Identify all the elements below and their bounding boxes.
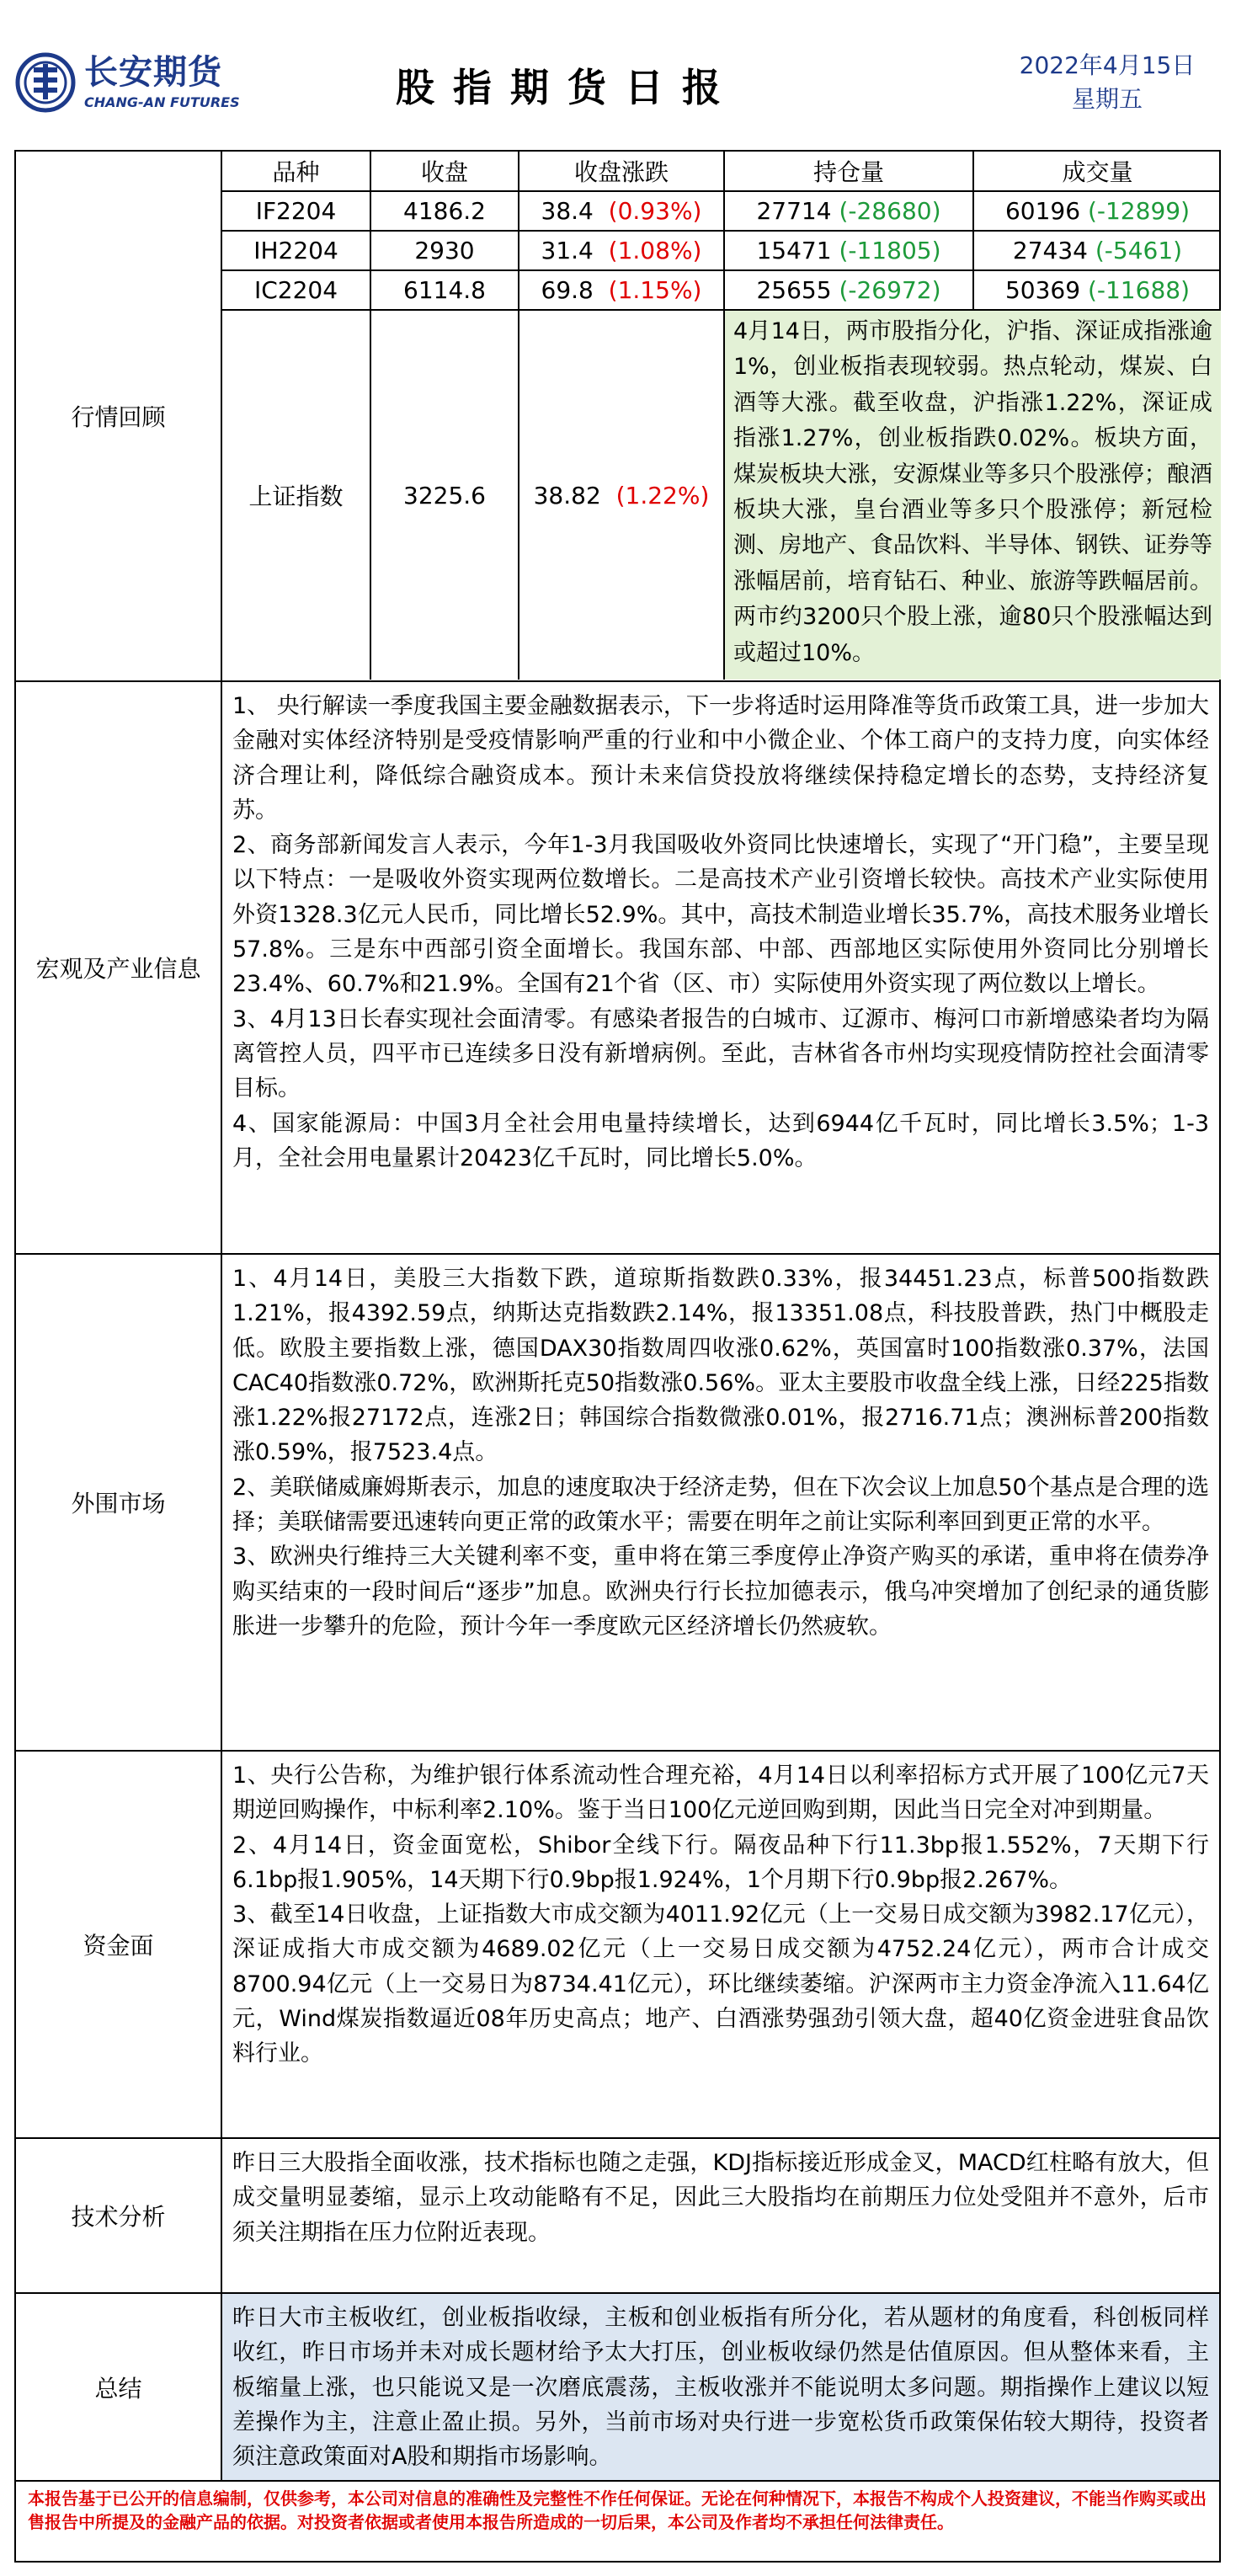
market-table-header xyxy=(222,152,1221,191)
col-header-variety: 品种 xyxy=(222,152,370,191)
index-change-value: 38.82 xyxy=(533,481,601,509)
overseas-market-section xyxy=(16,1255,1219,1752)
close-price: 2930 xyxy=(370,231,519,270)
logo-chinese-name: 长安期货 xyxy=(84,53,222,92)
funds-paragraph: 3、截至14日收盘，上证指数大市成交额为4011.92亿元（上一交易日成交额为3982.17亿元），深证成指大市成交额为4689.02亿元（上一交易日成交额为4752.24亿元），两市合计成交8700.94亿元（上一交易日为8734.41亿元），环比继续萎缩。沪深两市主力资金净流入11.64亿元，Wind煤炭指数逼近08年历史高点；地产、白酒涨势强劲引领大盘，超40亿资金进驻食品饮料行业。 xyxy=(232,1901,1209,2067)
market-summary: 4月14日，两市股指分化，沪指、深证成指涨逾1%，创业板指表现较弱。热点轮动，煤炭、白酒等大涨。截至收盘，沪指涨1.22%，深证成指涨1.27%，创业板指跌0.02%。板块方面，煤炭板块大涨，安源煤业等多只个股涨停；酿酒板块大涨，皇台酒业等多只个股涨停；新冠检测、房地产、食品饮料、半导体、钢铁、证券等涨幅居前，培育钻石、种业、旅游等跌幅居前。两市约3200只个股上涨，逾80只个股涨幅达到或超过10%。 xyxy=(724,310,1221,680)
technical-analysis-content xyxy=(222,2139,1219,2292)
report-date: 2022年4月15日 xyxy=(1019,51,1196,79)
macro-section xyxy=(16,682,1219,1255)
report-body xyxy=(14,150,1221,2563)
change-pct: (0.93%) xyxy=(608,197,702,225)
volume-value: 60196 xyxy=(1004,197,1081,225)
change-value: 69.8 xyxy=(541,276,594,304)
macro-paragraph: 2、商务部新闻发言人表示，今年1-3月我国吸收外资同比快速增长，实现了“开门稳”，主要呈现以下特点：一是吸收外资实现两位数增长。二是高技术产业引资增长较快。高技术产业实际使用外资1328.3亿元人民币，同比增长52.9%。其中，高技术制造业增长35.7%，高技术服务业增长57.8%。三是东中西部引资全面增长。我国东部、中部、西部地区实际使用外资同比分别增长23.4%、60.7%和21.9%。全国有21个省（区、市）实际使用外资实现了两位数以上增长。 xyxy=(232,832,1209,998)
table-row xyxy=(222,191,1221,231)
conclusion-section xyxy=(16,2294,1219,2482)
index-name: 上证指数 xyxy=(222,310,370,680)
oi-value: 15471 xyxy=(756,237,832,264)
table-row xyxy=(222,231,1221,270)
open-interest xyxy=(724,231,973,270)
close-change xyxy=(519,270,724,310)
market-review-section xyxy=(16,152,1219,682)
oi-value: 27714 xyxy=(756,197,832,225)
change-value: 38.4 xyxy=(541,197,594,225)
volume-value: 50369 xyxy=(1004,276,1081,304)
volume-change: (-11688) xyxy=(1087,276,1190,304)
open-interest xyxy=(724,191,973,231)
report-weekday: 星期五 xyxy=(1071,85,1143,113)
index-change xyxy=(519,310,724,680)
report-header xyxy=(0,0,1236,150)
funds-paragraph: 1、央行公告称，为维护银行体系流动性合理充裕，4月14日以利率招标方式开展了100亿元7天期逆回购操作，中标利率2.10%。鉴于当日100亿元逆回购到期，因此当日完全对冲到期量。 xyxy=(232,1763,1209,1824)
index-change-pct: (1.22%) xyxy=(615,481,710,509)
market-table xyxy=(222,152,1221,680)
technical-analysis-label: 技术分析 xyxy=(16,2139,222,2292)
overseas-market-content xyxy=(222,1255,1219,1750)
funds-paragraph: 2、4月14日，资金面宽松，Shibor全线下行。隔夜品种下行11.3bp报1.552%，7天期下行6.1bp报1.905%，14天期下行0.9bp报1.924%，1个月期下行0.9bp报2.267%。 xyxy=(232,1832,1209,1893)
col-header-change: 收盘涨跌 xyxy=(519,152,724,191)
close-change xyxy=(519,191,724,231)
macro-paragraph: 4、国家能源局：中国3月全社会用电量持续增长，达到6944亿千瓦时，同比增长3.5%；1-3月，全社会用电量累计20423亿千瓦时，同比增长5.0%。 xyxy=(232,1110,1209,1171)
report-date-block xyxy=(1002,49,1212,116)
logo-english-name: CHANG-AN FUTURES xyxy=(84,94,240,110)
contract-name: IC2204 xyxy=(222,270,370,310)
report-title: 股指期货日报 xyxy=(396,65,739,110)
disclaimer: 本报告基于已公开的信息编制，仅供参考，本公司对信息的准确性及完整性不作任何保证。无论在何种情况下，本报告不构成个人投资建议，不能当作购买或出售报告中所提及的金融产品的依据。对投资者依据或者使用本报告所造成的一切后果，本公司及作者均不承担任何法律责任。 xyxy=(28,2488,1207,2532)
volume xyxy=(973,231,1221,270)
overseas-market-label: 外围市场 xyxy=(16,1255,222,1750)
overseas-paragraph: 3、欧洲央行维持三大关键利率不变，重申将在第三季度停止净资产购买的承诺，重申将在债券净购买结束的一段时间后“逐步”加息。欧洲央行行长拉加德表示，俄乌冲突增加了创纪录的通货膨胀进一步攀升的危险，预计今年一季度欧元区经济增长仍然疲软。 xyxy=(232,1544,1209,1640)
volume-change: (-5461) xyxy=(1095,237,1183,264)
table-row xyxy=(222,270,1221,310)
macro-label: 宏观及产业信息 xyxy=(16,682,222,1253)
funds-label: 资金面 xyxy=(16,1752,222,2137)
volume xyxy=(973,270,1221,310)
contract-name: IH2204 xyxy=(222,231,370,270)
technical-analysis-section xyxy=(16,2139,1219,2294)
open-interest xyxy=(724,270,973,310)
index-row xyxy=(222,310,1221,680)
col-header-open-interest: 持仓量 xyxy=(724,152,973,191)
change-pct: (1.08%) xyxy=(608,237,702,264)
col-header-close: 收盘 xyxy=(370,152,519,191)
conclusion-label: 总结 xyxy=(16,2294,222,2480)
close-change xyxy=(519,231,724,270)
overseas-paragraph: 2、美联储威廉姆斯表示，加息的速度取决于经济走势，但在下次会议上加息50个基点是合理的选择；美联储需要迅速转向更正常的政策水平；需要在明年之前让实际利率回到更正常的水平。 xyxy=(232,1474,1209,1536)
market-review-label: 行情回顾 xyxy=(16,152,222,680)
funds-section xyxy=(16,1752,1219,2139)
close-price: 4186.2 xyxy=(370,191,519,231)
macro-paragraph: 3、4月13日长春实现社会面清零。有感染者报告的白城市、辽源市、梅河口市新增感染者均为隔离管控人员，四平市已连续多日没有新增病例。至此，吉林省各市州均实现疫情防控社会面清零目标。 xyxy=(232,1005,1209,1102)
volume-value: 27434 xyxy=(1012,237,1088,264)
conclusion-text: 昨日大市主板收红，创业板指收绿，主板和创业板指有所分化，若从题材的角度看，科创板同样收红，昨日市场并未对成长题材给予太大打压，创业板收绿仍然是估值原因。但从整体来看，主板缩量上涨，也只能说又是一次磨底震荡，主板收涨并不能说明太多问题。期指操作上建议以短差操作为主，注意止盈止损。另外，当前市场对央行进一步宽松货币政策保佑较大期待，投资者须注意政策面对A股和期指市场影响。 xyxy=(232,2305,1209,2471)
funds-content xyxy=(222,1752,1219,2137)
close-price: 6114.8 xyxy=(370,270,519,310)
oi-change: (-11805) xyxy=(839,237,941,264)
company-logo xyxy=(15,40,240,133)
contract-name: IF2204 xyxy=(222,191,370,231)
technical-analysis-text: 昨日三大股指全面收涨，技术指标也随之走强，KDJ指标接近形成金叉，MACD红柱略有放大，但成交量明显萎缩，显示上攻动能略有不足，因此三大股指均在前期压力位处受阻并不意外，后市须关注期指在压力位附近表现。 xyxy=(232,2150,1209,2246)
oi-change: (-28680) xyxy=(839,197,941,225)
macro-paragraph: 1、 央行解读一季度我国主要金融数据表示，下一步将适时运用降准等货币政策工具，进一步加大金融对实体经济特别是受疫情影响严重的行业和中小微企业、个体工商户的支持力度，向实体经济合理让利，降低综合融资成本。预计未来信贷投放将继续保持稳定增长的态势，支持经济复苏。 xyxy=(232,693,1209,824)
change-pct: (1.15%) xyxy=(608,276,702,304)
volume xyxy=(973,191,1221,231)
volume-change: (-12899) xyxy=(1087,197,1190,225)
oi-change: (-26972) xyxy=(839,276,941,304)
col-header-volume: 成交量 xyxy=(973,152,1221,191)
conclusion-content xyxy=(222,2294,1219,2480)
oi-value: 25655 xyxy=(756,276,832,304)
change-value: 31.4 xyxy=(541,237,594,264)
macro-content xyxy=(222,682,1219,1253)
overseas-paragraph: 1、4月14日，美股三大指数下跌，道琼斯指数跌0.33%，报34451.23点，标普500指数跌1.21%，报4392.59点，纳斯达克指数跌2.14%，报13351.08点，科技股普跌，热门中概股走低。欧股主要指数上涨，德国DAX30指数周四收涨0.62%，英国富时100指数涨0.37%，法国CAC40指数涨0.72%，欧洲斯托克50指数涨0.56%。亚太主要股市收盘全线上涨，日经225指数涨1.22%报27172点，连涨2日；韩国综合指数微涨0.01%，报2716.71点；澳洲标普200指数涨0.59%，报7523.4点。 xyxy=(232,1266,1209,1466)
changan-logo-icon xyxy=(15,52,76,113)
index-close: 3225.6 xyxy=(370,310,519,680)
